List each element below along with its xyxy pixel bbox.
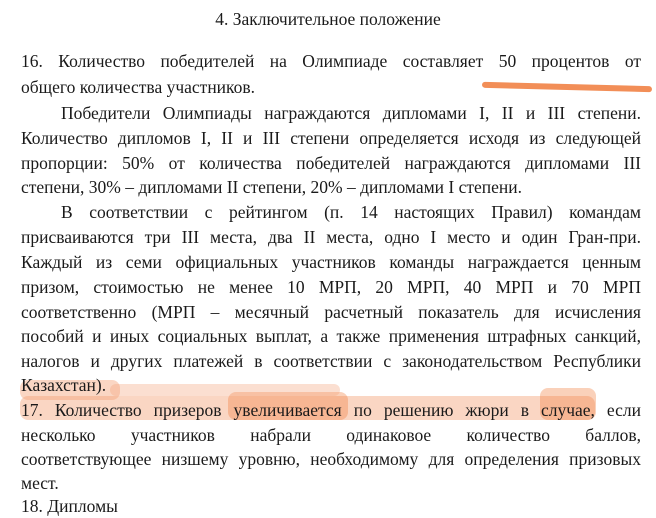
text-line: Казахстан). xyxy=(21,375,107,395)
text-line: общего количества участников. xyxy=(21,77,256,97)
text-line: В соответствии с рейтингом (п. 14 настоящих Правил) командам xyxy=(61,202,641,222)
text-line: присваиваются три III места, два II места, одно I место и один Гран-при. xyxy=(21,227,641,247)
text-line: пособий и иных социальных выплат, а также применения штрафных санкций, xyxy=(21,326,641,346)
text-line: 17. Количество призеров увеличивается по решению жюри в случае, если xyxy=(21,400,641,420)
text-line: Количество дипломов I, II и III степени определяется исходя из следующей xyxy=(21,128,641,148)
text-line-cutoff: 18. Дипломы xyxy=(21,496,118,516)
text-line: соответственно (МРП – месячный расчетный показатель для исчисления xyxy=(21,302,641,322)
text-line: Каждый из семи официальных участников команды награждается ценным xyxy=(21,252,641,272)
text-line: степени, 30% – дипломами II степени, 20% – дипломами I степени. xyxy=(21,177,523,197)
text-line: несколько участников набрали одинаковое количество баллов, xyxy=(21,425,641,445)
text-line: соответствующее низшему уровню, необходимому для определения призовых xyxy=(21,449,641,469)
text-line: Победители Олимпиады награждаются дипломами I, II и III степени. xyxy=(61,103,641,123)
text-line: налогов и других платежей в соответствии с законодательством Республики xyxy=(21,351,641,371)
text-line: мест. xyxy=(21,473,59,493)
section-title: 4. Заключительное положение xyxy=(215,9,441,29)
text-line: 16. Количество победителей на Олимпиаде составляет 50 процентов от xyxy=(21,51,641,71)
text-line: пропорции: 50% от количества победителей награждаются дипломами III xyxy=(21,153,641,173)
text-line: призом, стоимостью не менее 10 МРП, 20 МРП, 40 МРП и 70 МРП xyxy=(21,277,641,297)
